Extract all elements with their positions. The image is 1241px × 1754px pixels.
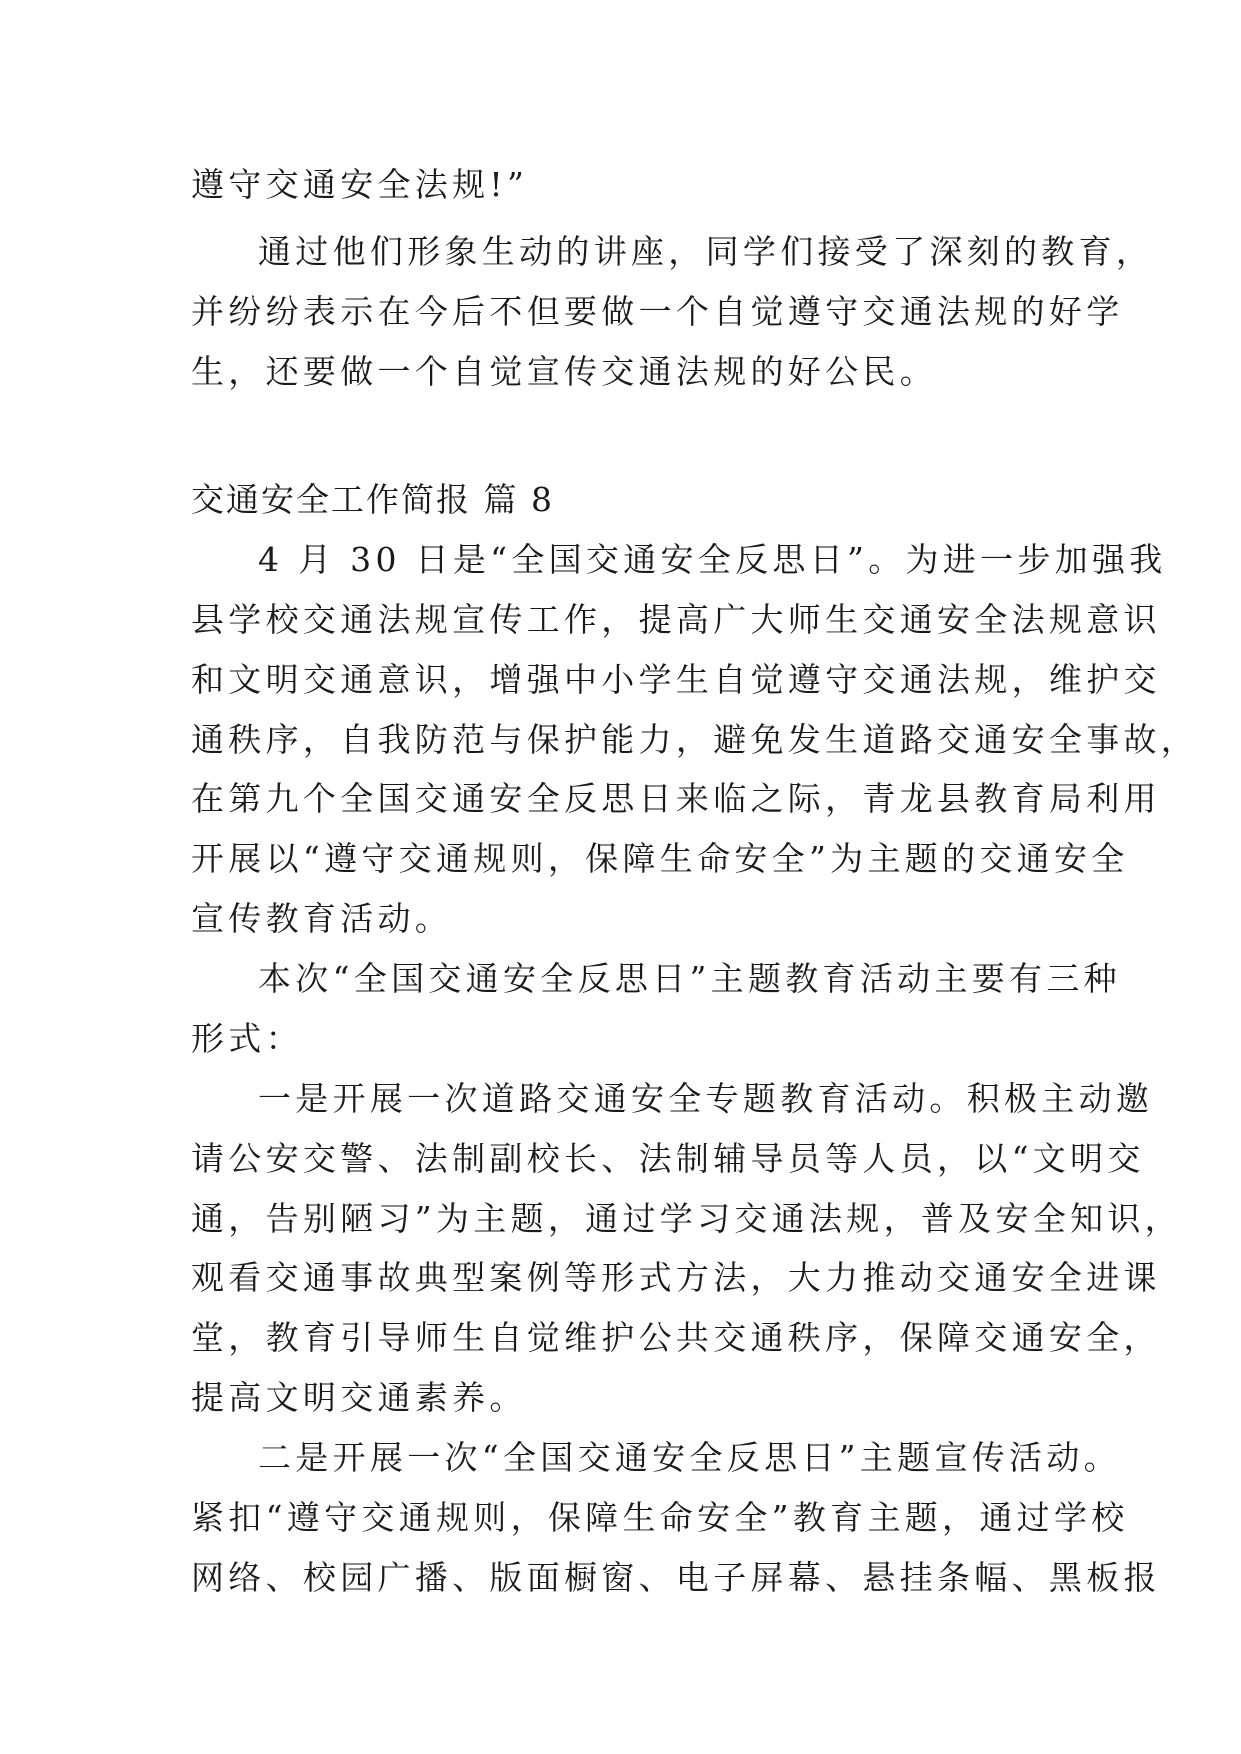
- paragraph-line: 通过他们形象生动的讲座，同学们接受了深刻的教育，: [258, 232, 1154, 271]
- text-line: 形式：: [191, 1019, 303, 1058]
- text-line: 堂，教育引导师生自觉维护公共交通秩序，保障交通安全，: [191, 1318, 1161, 1357]
- text-line: 紧扣“遵守交通规则，保障生命安全”教育主题，通过学校: [191, 1498, 1129, 1537]
- text-line: 观看交通事故典型案例等形式方法，大力推动交通安全进课: [191, 1258, 1161, 1297]
- paragraph-line: 4 月 30 日是“全国交通安全反思日”。为进一步加强我: [258, 540, 1167, 579]
- text-line: 生，还要做一个自觉宣传交通法规的好公民。: [191, 352, 937, 391]
- text-line: 遵守交通安全法规!”: [191, 165, 529, 204]
- text-line: 请公安交警、法制副校长、法制辅导员等人员，以“文明交: [191, 1139, 1145, 1178]
- paragraph-line: 二是开展一次“全国交通安全反思日”主题宣传活动。: [258, 1438, 1121, 1477]
- text-line: 宣传教育活动。: [191, 899, 453, 938]
- section-heading: 交通安全工作简报 篇 8: [191, 480, 554, 519]
- text-line: 和文明交通意识，增强中小学生自觉遵守交通法规，维护交: [191, 660, 1161, 699]
- paragraph-line: 一是开展一次道路交通安全专题教育活动。积极主动邀: [258, 1079, 1154, 1118]
- text-line: 开展以“遵守交通规则，保障生命安全”为主题的交通安全: [191, 839, 1129, 878]
- paragraph-line: 本次“全国交通安全反思日”主题教育活动主要有三种: [258, 959, 1121, 998]
- text-line: 通秩序，自我防范与保护能力，避免发生道路交通安全事故，: [191, 720, 1199, 759]
- text-line: 通，告别陋习”为主题，通过学习交通法规，普及安全知识，: [191, 1199, 1182, 1238]
- text-line: 网络、校园广播、版面橱窗、电子屏幕、悬挂条幅、黑板报: [191, 1558, 1161, 1597]
- text-line: 在第九个全国交通安全反思日来临之际，青龙县教育局利用: [191, 779, 1161, 818]
- text-line: 县学校交通法规宣传工作，提高广大师生交通安全法规意识: [191, 600, 1161, 639]
- text-line: 并纷纷表示在今后不但要做一个自觉遵守交通法规的好学: [191, 292, 1124, 331]
- text-line: 提高文明交通素养。: [191, 1378, 527, 1417]
